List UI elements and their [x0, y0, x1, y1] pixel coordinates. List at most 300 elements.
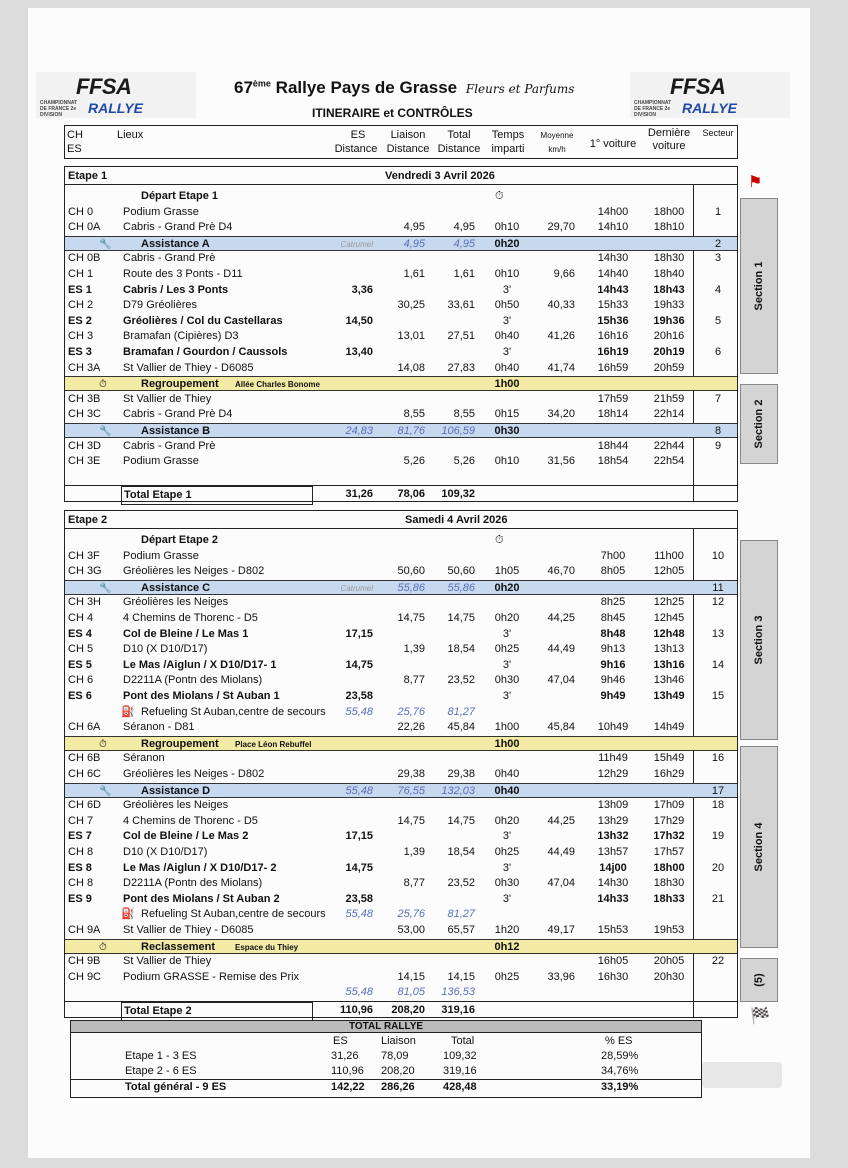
cell-p1: 16h59: [597, 361, 629, 374]
cell-to: 33,61: [447, 299, 475, 312]
cell-ch: CH 3D: [68, 439, 102, 452]
cell-to: 14,15: [447, 970, 475, 983]
cell-te: 0h25: [494, 643, 520, 656]
etape2-header: [65, 511, 737, 529]
table-row: [65, 283, 737, 298]
tr-h-li: Liaison: [381, 1035, 416, 1047]
section-tab-3: Section 3: [740, 540, 778, 740]
cell-dv: 13h16: [653, 658, 685, 671]
cell-dv: 18h43: [653, 283, 685, 296]
cell-ch: CH 9C: [68, 970, 102, 983]
cell-dv: 18h10: [653, 221, 685, 234]
cell-loc: St Vallier de Thiey - D6085: [123, 924, 254, 936]
cell-to: 18,54: [447, 846, 475, 858]
table-row: [65, 767, 737, 782]
ffsa-logo-rallye: RALLYE: [682, 100, 737, 116]
table-row: [65, 720, 737, 735]
cell-dv: 18h30: [653, 877, 685, 890]
ffsa-logo-text: FFSA: [670, 74, 726, 99]
table-row: [65, 689, 737, 704]
etape2-date: Samedi 4 Avril 2026: [405, 514, 508, 526]
cell-loc: St Vallier de Thiey - D6085: [123, 361, 254, 374]
cell-te: 0h20: [494, 814, 520, 827]
cell-ch: ES 6: [68, 690, 92, 702]
cell-dv: 20h05: [653, 955, 685, 968]
col-liaison-2: Distance: [386, 143, 430, 155]
etape1-label: Etape 1: [68, 170, 108, 182]
ffsa-logo-text: FFSA: [76, 74, 132, 99]
fuel-icon: ⛽: [121, 908, 135, 921]
etape1-total-to: 109,32: [441, 488, 475, 500]
table-row: [65, 611, 737, 626]
cell-loc: Gréolières les Neiges - D802: [123, 768, 265, 780]
cell-li: 50,60: [397, 565, 425, 578]
table-row: [65, 736, 737, 751]
cell-ch: CH 8: [68, 877, 94, 890]
cell-loc: Cabris - Grand Prè D4: [123, 221, 233, 234]
cell-te: 0h25: [494, 970, 520, 983]
cell-p1: 16h16: [597, 330, 629, 343]
cell-te: 0h40: [494, 784, 520, 797]
cell-li: 1,39: [403, 846, 425, 858]
cell-dv: 22h54: [653, 455, 685, 468]
cell-dv: 17h57: [653, 846, 685, 858]
cell-p1: 12h29: [597, 768, 629, 780]
cell-te: 0h10: [494, 268, 520, 280]
cell-loc2: Place Léon Rebuffel: [235, 739, 312, 749]
fuel-icon: ⛽: [121, 705, 135, 718]
cell-dv: 18h00: [653, 861, 685, 874]
cell-dv: 17h32: [653, 830, 685, 843]
total-rallye-title: TOTAL RALLYE: [71, 1021, 701, 1033]
col-es-dist-1: ES: [350, 129, 366, 141]
table-row: [65, 627, 737, 642]
tr-cell-es: 110,96: [331, 1065, 364, 1077]
table-row: [65, 580, 737, 595]
cell-ch: ES 9: [68, 892, 92, 905]
cell-li: 4,95: [403, 237, 425, 250]
cell-loc: Regroupement: [141, 378, 219, 391]
cell-ch: CH 6D: [68, 799, 102, 812]
cell-sec: 3: [714, 252, 722, 265]
cell-te: 0h15: [494, 408, 520, 421]
cell-loc: D10 (X D10/D17): [123, 643, 208, 656]
cell-dv: 13h49: [653, 690, 685, 702]
cell-te: 0h20: [494, 581, 520, 594]
cell-p1: 15h33: [597, 299, 629, 312]
table-row: [65, 345, 737, 360]
cell-ch: CH 3B: [68, 392, 101, 405]
cell-to: 29,38: [447, 768, 475, 780]
cell-to: 23,52: [447, 674, 475, 687]
cell-ch: CH 3G: [68, 565, 102, 578]
cell-sec: 19: [711, 830, 725, 843]
col-secteur: Secteur: [702, 128, 734, 138]
cell-to: 106,59: [441, 425, 475, 437]
cell-sec: 8: [714, 425, 722, 437]
cell-dv: 17h09: [653, 799, 685, 812]
cell-sec: 17: [711, 784, 725, 797]
cell-te: 0h30: [494, 425, 520, 437]
cell-ch: CH 0A: [68, 221, 101, 234]
col-moy-1: Moyenne: [540, 131, 574, 140]
cell-p1: 14h10: [597, 221, 629, 234]
cell-dv: 12h48: [653, 627, 685, 640]
cell-loc: Podium Grasse: [123, 455, 199, 468]
cell-p1: 15h53: [597, 924, 629, 936]
table-row: [65, 392, 737, 407]
cell-to: 8,55: [453, 408, 475, 421]
table-row: [65, 829, 737, 844]
table-row: [65, 205, 737, 220]
table-row: [65, 595, 737, 610]
cell-p1: 18h14: [597, 408, 629, 421]
cell-li: 8,55: [403, 408, 425, 421]
cell-loc: Refueling St Auban,centre de secours: [141, 908, 326, 921]
page-title: 67ème Rallye Pays de Grasse Fleurs et Parfums: [234, 78, 575, 97]
cell-to: 132,03: [441, 784, 475, 797]
cell-te: 0h20: [494, 612, 520, 624]
cell-ch: ES 5: [68, 658, 92, 671]
tr-cell-li: 78,09: [381, 1050, 409, 1062]
etape2-total-to: 319,16: [441, 1004, 475, 1016]
cell-loc: Assistance A: [141, 237, 210, 250]
cell-te: 3': [502, 690, 512, 702]
cell-ch: CH 3F: [68, 549, 100, 562]
cell-ch: ES 3: [68, 346, 92, 358]
cell-loc: D2211A (Pontn des Miolans): [123, 674, 263, 687]
tr-cell-pct: 34,76%: [601, 1065, 639, 1077]
cell-mo: 34,20: [547, 408, 575, 421]
cell-mo: 40,33: [547, 299, 575, 312]
cell-dv: 15h49: [653, 752, 685, 765]
cell-sec: 22: [711, 955, 725, 968]
cell-loc: Gréolières / Col du Castellaras: [123, 314, 283, 327]
cell-sec: 12: [711, 596, 725, 609]
cell-te: 0h40: [494, 361, 520, 374]
cell-loc: Assistance C: [141, 581, 211, 594]
cell-loc: Départ Etape 2: [141, 534, 219, 546]
title-script: Fleurs et Parfums: [465, 82, 575, 96]
cell-loc: St Vallier de Thiey: [123, 392, 212, 405]
cell-mo: 33,96: [547, 970, 575, 983]
section-tab-5: (5): [740, 958, 778, 1002]
cell-te: 0h30: [494, 674, 520, 687]
cell-loc: D10 (X D10/D17): [123, 846, 208, 858]
table-row: [65, 361, 737, 376]
cell-ch: CH 0: [68, 205, 94, 218]
cell-te: 3': [502, 627, 512, 640]
cell-loc: Podium Grasse: [123, 205, 199, 218]
cell-es: 55,48: [345, 986, 373, 999]
cell-loc: Podium GRASSE - Remise des Prix: [123, 970, 300, 983]
cell-p1: 9h16: [600, 658, 626, 671]
cell-p1: 14h00: [597, 205, 629, 218]
cell-loc: Cabris - Grand Prè: [123, 439, 216, 452]
cell-mo: 45,84: [547, 721, 575, 734]
etape2-total-li: 208,20: [391, 1004, 425, 1016]
cell-loc: Cabris - Grand Prè D4: [123, 408, 233, 421]
cell-dv: 19h36: [653, 314, 685, 327]
ffsa-logo-right: [630, 72, 790, 118]
cell-ch: CH 2: [68, 299, 94, 312]
cell-li: 14,75: [397, 814, 425, 827]
cell-p1: 13h57: [597, 846, 629, 858]
cell-li: 4,95: [403, 221, 425, 234]
table-row: [65, 454, 737, 469]
col-derniere-1: Dernière: [647, 127, 691, 139]
col-es-dist-2: Distance: [334, 143, 378, 155]
col-moy-2: km/h: [548, 145, 566, 154]
cell-ch: ES 2: [68, 314, 92, 327]
cell-to: 27,51: [447, 330, 475, 343]
tr-cell-label: Etape 2 - 6 ES: [125, 1065, 197, 1077]
table-row: [65, 892, 737, 907]
cell-mo: 47,04: [547, 674, 575, 687]
stopwatch-icon: ⏱: [495, 190, 504, 202]
cell-te: 1h00: [494, 378, 520, 391]
cell-li: 8,77: [403, 674, 425, 687]
cell-dv: 20h16: [653, 330, 685, 343]
ffsa-logo-left: [36, 72, 196, 118]
cell-loc2: Allée Charles Bonome: [235, 380, 320, 390]
cell-to: 14,75: [447, 814, 475, 827]
cell-dv: 18h40: [653, 268, 685, 280]
cell-p1: 8h25: [600, 596, 626, 609]
tr-h-to: Total: [451, 1035, 475, 1047]
cell-dv: 19h53: [653, 924, 685, 936]
tr-h-pct: % ES: [605, 1035, 633, 1047]
cell-ch: CH 6B: [68, 752, 101, 765]
cell-li: 5,26: [403, 455, 425, 468]
cell-te: 0h20: [494, 237, 520, 250]
cell-p1: 16h05: [597, 955, 629, 968]
cell-to: 27,83: [447, 361, 475, 374]
cell-loc: Le Mas /Aiglun / X D10/D17- 1: [123, 658, 277, 671]
cell-loc: Cabris - Grand Prè: [123, 252, 216, 265]
cell-mo: 29,70: [547, 221, 575, 234]
cell-li: 8,77: [403, 877, 425, 890]
cell-mo: 41,26: [547, 330, 575, 343]
cell-sec: 1: [714, 205, 722, 218]
cell-es: 55,48: [345, 784, 373, 797]
cell-ch: CH 3C: [68, 408, 102, 421]
table-row: [65, 407, 737, 422]
cell-loc: Gréolières les Neiges: [123, 799, 229, 812]
cell-te: 3': [502, 314, 512, 327]
cell-te: 0h10: [494, 455, 520, 468]
cell-dv: 22h44: [653, 439, 685, 452]
cell-to: 65,57: [447, 924, 475, 936]
cell-te: 3': [502, 892, 512, 905]
cell-dv: 13h13: [653, 643, 685, 656]
tr-cell-label: Etape 1 - 3 ES: [125, 1050, 197, 1062]
cell-loc: Pont des Miolans / St Auban 2: [123, 892, 280, 905]
etape2-label: Etape 2: [68, 514, 108, 526]
cell-to: 1,61: [453, 268, 475, 280]
cell-to: 14,75: [447, 612, 475, 624]
cell-li: 1,61: [403, 268, 425, 280]
cell-ch: CH 3: [68, 330, 94, 343]
cell-te: 0h50: [494, 299, 520, 312]
cell-p1: 16h30: [597, 970, 629, 983]
section-tab-4: Section 4: [740, 746, 778, 948]
table-row: [65, 923, 737, 938]
cell-loc: Gréolières les Neiges - D802: [123, 565, 265, 578]
cell-te: 3': [502, 346, 512, 358]
cell-sec: 15: [711, 690, 725, 702]
cell-to: 5,26: [453, 455, 475, 468]
table-row: [65, 970, 737, 985]
table-row: [65, 798, 737, 813]
finish-flag-icon: 🏁: [750, 1008, 770, 1025]
etape1-total-row: [65, 485, 737, 502]
etape1-total-es: 31,26: [345, 488, 373, 500]
cell-p1: 14j00: [599, 861, 627, 874]
cell-li: 76,55: [397, 784, 425, 797]
cell-p1: 13h09: [597, 799, 629, 812]
cell-p1: 8h45: [600, 612, 626, 624]
cell-li: 14,08: [397, 361, 425, 374]
cell-to: 50,60: [447, 565, 475, 578]
cell-li: 14,75: [397, 612, 425, 624]
table-row: [65, 673, 737, 688]
cell-p1: 14h40: [597, 268, 629, 280]
cell-loc: Refueling St Auban,centre de secours: [141, 705, 326, 718]
cell-loc: Séranon - D81: [123, 721, 195, 734]
etape1-date: Vendredi 3 Avril 2026: [385, 170, 495, 182]
cell-li: 13,01: [397, 330, 425, 343]
cell-ch: CH 0B: [68, 252, 101, 265]
cell-te: 3': [502, 861, 512, 874]
cell-mo: 41,74: [547, 361, 575, 374]
cell-es: 23,58: [345, 690, 373, 702]
regroupement-icon: ⏱: [99, 738, 107, 750]
cell-sec: 10: [711, 549, 725, 562]
table-row: [65, 236, 737, 251]
cell-es: 17,15: [345, 830, 373, 843]
tr-cell-to: 109,32: [443, 1050, 477, 1062]
cell-p1: 9h46: [600, 674, 626, 687]
cell-te: 0h12: [494, 940, 520, 953]
table-row: [65, 267, 737, 282]
cell-loc: Cabris / Les 3 Ponts: [123, 283, 229, 296]
table-row: [65, 876, 737, 891]
cell-te: 1h00: [494, 721, 520, 734]
cell-p1: 18h54: [597, 455, 629, 468]
tr-cell-li: 286,26: [381, 1081, 415, 1093]
cell-ch: CH 8: [68, 846, 94, 858]
cell-loc: Séranon: [123, 752, 165, 765]
cell-ch: CH 3H: [68, 596, 102, 609]
table-row: [65, 423, 737, 438]
table-row: [65, 954, 737, 969]
cell-sec: 6: [714, 346, 722, 358]
cell-loc: Col de Bleine / Le Mas 1: [123, 627, 249, 640]
assistance-icon: 🔧: [99, 785, 112, 797]
cell-loc: 4 Chemins de Thorenc - D5: [123, 612, 258, 624]
etape2-total-es: 110,96: [339, 1004, 373, 1016]
cell-p1: 10h49: [597, 721, 629, 734]
table-row: [65, 705, 737, 720]
cell-li: 55,86: [397, 581, 425, 594]
cell-p1: 9h49: [600, 690, 626, 702]
start-flag-icon: ⚑: [748, 174, 763, 191]
cell-es: Catrumel: [340, 239, 373, 249]
regroupement-icon: ⏱: [99, 379, 107, 391]
cell-li: 1,39: [403, 643, 425, 656]
cell-es: 23,58: [345, 892, 373, 905]
tr-cell-to: 319,16: [443, 1065, 477, 1077]
col-lieux: Lieux: [117, 129, 144, 141]
table-row: [65, 939, 737, 954]
table-row: [65, 985, 737, 1000]
cell-loc2: Espace du Thiey: [235, 942, 299, 952]
cell-dv: 12h05: [653, 565, 685, 578]
col-es: ES: [67, 143, 82, 155]
table-row: [65, 314, 737, 329]
cell-loc: Podium Grasse: [123, 549, 199, 562]
etape1-table: [64, 166, 738, 502]
cell-sec: 20: [711, 861, 725, 874]
cell-sec: 4: [714, 283, 722, 296]
cell-es: 3,36: [351, 283, 373, 296]
cell-li: 25,76: [397, 705, 425, 718]
cell-ch: CH 7: [68, 814, 94, 827]
cell-es: Catrumel: [340, 583, 373, 593]
cell-to: 4,95: [453, 221, 475, 234]
cell-sec: 21: [711, 892, 725, 905]
table-row: [65, 329, 737, 344]
cell-li: 25,76: [397, 908, 425, 921]
cell-dv: 18h00: [653, 205, 685, 218]
cell-ch: ES 4: [68, 627, 92, 640]
table-row: [65, 549, 737, 564]
cell-es: 14,75: [345, 861, 373, 874]
tr-cell-es: 142,22: [331, 1081, 365, 1093]
cell-p1: 14h43: [597, 283, 629, 296]
cell-dv: 16h29: [653, 768, 685, 780]
cell-dv: 22h14: [653, 408, 685, 421]
etape2-total-row: [65, 1001, 737, 1018]
cell-mo: 44,25: [547, 612, 575, 624]
cell-ch: CH 3E: [68, 455, 101, 468]
cell-loc: Reclassement: [141, 940, 215, 953]
table-row: [65, 751, 737, 766]
ffsa-logo-small: CHAMPIONNAT DE FRANCE 2e DIVISION: [634, 100, 672, 118]
page-subtitle: ITINERAIRE et CONTRÔLES: [312, 106, 473, 120]
tr-cell-pct: 33,19%: [601, 1081, 639, 1093]
cell-mo: 44,49: [547, 846, 575, 858]
col-temps-1: Temps: [491, 129, 525, 141]
cell-to: 4,95: [453, 237, 475, 250]
cell-sec: 11: [712, 581, 724, 594]
cell-sec: 9: [714, 439, 722, 452]
col-ch: CH: [67, 129, 83, 141]
cell-li: 81,05: [397, 986, 425, 999]
cell-to: 18,54: [447, 643, 475, 656]
cell-loc: Pont des Miolans / St Auban 1: [123, 690, 280, 702]
table-row: [65, 298, 737, 313]
table-row: [65, 220, 737, 235]
ffsa-logo-small: CHAMPIONNAT DE FRANCE 2e DIVISION: [40, 100, 78, 118]
cell-p1: 14h30: [597, 252, 629, 265]
cell-ch: CH 9A: [68, 924, 101, 936]
tr-cell-es: 31,26: [331, 1050, 359, 1062]
cell-loc: Bramafan / Gourdon / Caussols: [123, 346, 288, 358]
cell-mo: 49,17: [547, 924, 575, 936]
cell-loc: St Vallier de Thiey: [123, 955, 212, 968]
